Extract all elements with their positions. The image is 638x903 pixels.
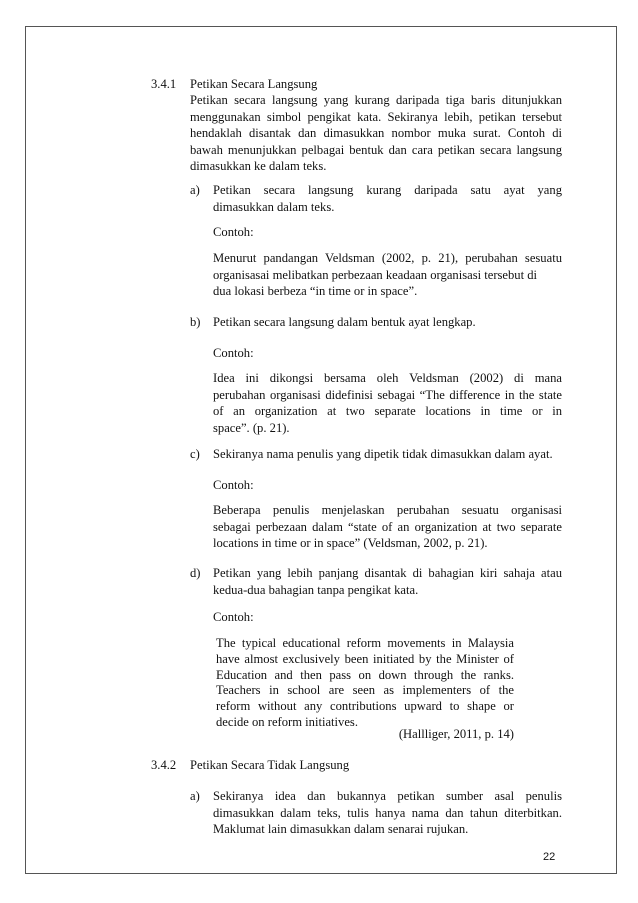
item-label-c: c) <box>190 447 200 461</box>
example-line: Beberapa penulis menjelaskan perubahan sesuatu organisasi <box>213 503 562 517</box>
item-label-d: d) <box>190 566 201 580</box>
example-line: locations in time or in space” (Veldsman, 2002, p. 21). <box>213 536 488 550</box>
blockquote-line: The typical educational reform movements in Malaysia <box>216 636 514 650</box>
item-text-b: Petikan secara langsung dalam bentuk ayat lengkap. <box>213 315 476 329</box>
example-line: dua lokasi berbeza “in time or in space”. <box>213 284 418 298</box>
example-line: of an organization at two separate locations in time or in <box>213 404 562 418</box>
example-line: Menurut pandangan Veldsman (2002, p. 21), perubahan sesuatu <box>213 251 562 265</box>
item-line: dimasukkan dalam teks. <box>213 199 335 214</box>
example-b <box>213 370 562 436</box>
example-line: organisasai melibatkan perbezaan keadaan organisasi tersebut di <box>213 267 538 282</box>
blockquote-line: Education and then pass on down through the ranks. <box>216 667 514 682</box>
page-number: 22 <box>543 851 556 863</box>
example-line: sebagai perbezaan dalam “state of an organization at two separate <box>213 519 562 534</box>
blockquote-line: Teachers in school are seen as implementers of the <box>216 683 514 698</box>
intro-line: dimasukkan ke dalam teks. <box>190 159 327 173</box>
item-text-a <box>213 182 562 215</box>
item-line: kedua-dua bahagian tanpa pengikat kata. <box>213 582 419 597</box>
item-line: Maklumat lain dimasukkan dalam senarai rujukan. <box>213 822 469 836</box>
section-number-342: 3.4.2 <box>151 758 177 772</box>
intro-line: hendaklah disantak dan dimasukkan nombor muka surat. Contoh di <box>190 126 562 140</box>
example-c <box>213 502 562 552</box>
item-line: Petikan secara langsung kurang daripada satu ayat yang <box>213 183 562 197</box>
example-line: Idea ini dikongsi bersama oleh Veldsman (2002) di mana <box>213 371 562 385</box>
intro-line: Petikan secara langsung yang kurang daripada tiga baris ditunjukkan <box>190 93 562 107</box>
example-a <box>213 250 562 300</box>
contoh-label-a: Contoh: <box>213 225 254 239</box>
item-text-342a <box>213 788 562 838</box>
item-label-a: a) <box>190 183 200 197</box>
blockquote-line: reform without any contributions upward to shape or <box>216 699 514 714</box>
item-label-b: b) <box>190 315 201 329</box>
blockquote-line: have almost exclusively been initiated by the Minister of <box>216 651 514 666</box>
example-line: space”. (p. 21). <box>213 420 290 435</box>
item-label-342a: a) <box>190 789 200 803</box>
intro-line: menggunakan simbol pengikat kata. Sekiranya lebih, petikan tersebut <box>190 109 562 124</box>
intro-paragraph <box>190 92 562 175</box>
item-text-d <box>213 565 562 598</box>
intro-line: bawah menunjukkan pelbagai bentuk dan cara petikan secara langsung <box>190 142 562 157</box>
section-heading-342: Petikan Secara Tidak Langsung <box>190 758 350 772</box>
blockquote-line: decide on reform initiatives. <box>216 714 358 729</box>
example-line: perubahan organisasi didefinisi sebagai “The difference in the state <box>213 387 562 402</box>
section-number-341: 3.4.1 <box>151 77 177 91</box>
contoh-label-b: Contoh: <box>213 346 254 360</box>
item-line: Sekiranya idea dan bukannya petikan sumber asal penulis <box>213 789 562 803</box>
contoh-label-d: Contoh: <box>213 610 254 624</box>
blockquote <box>216 636 514 731</box>
contoh-label-c: Contoh: <box>213 478 254 492</box>
item-line: dimasukkan dalam teks, tulis hanya nama dan tahun diterbitkan. <box>213 805 562 820</box>
item-line: Petikan yang lebih panjang disantak di bahagian kiri sahaja atau <box>213 566 562 580</box>
blockquote-citation: (Hallliger, 2011, p. 14) <box>398 727 514 741</box>
section-heading-341: Petikan Secara Langsung <box>190 77 318 91</box>
item-text-c: Sekiranya nama penulis yang dipetik tidak dimasukkan dalam ayat. <box>213 447 553 461</box>
